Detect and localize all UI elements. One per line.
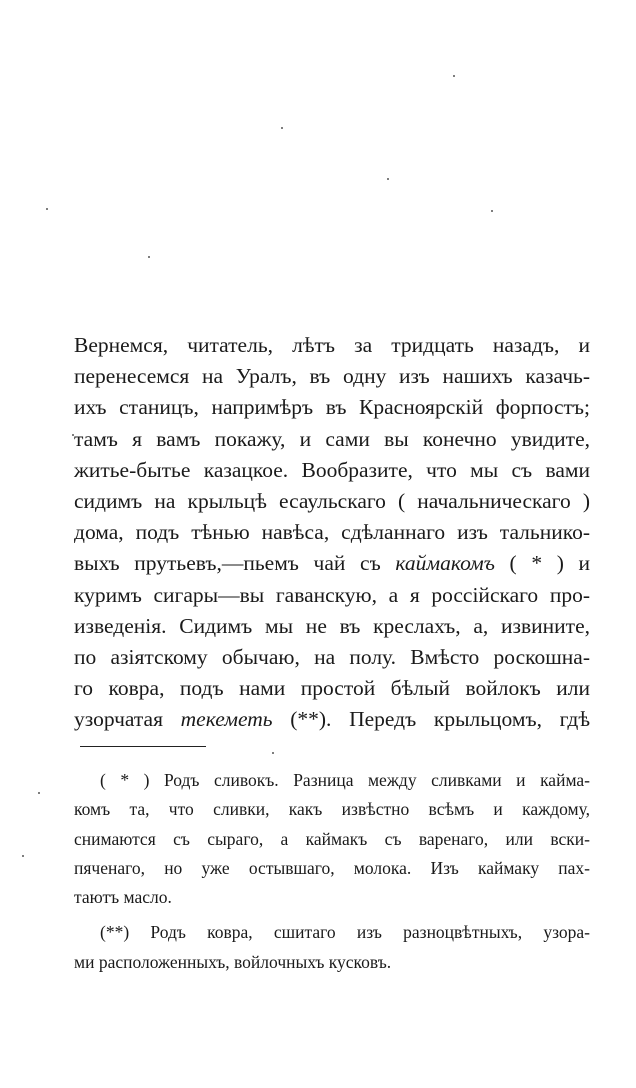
text-line-with-italic xyxy=(74,704,590,735)
scan-speck xyxy=(491,210,493,212)
italic-term-kaimak: каймакомъ xyxy=(395,551,495,576)
scan-speck xyxy=(22,855,24,857)
footnote-line: комъ та, что сливки, какъ извѣстно всѣмъ и каждому, xyxy=(74,799,590,820)
text-segment: узорчатая xyxy=(74,707,163,732)
footnote-1 xyxy=(74,766,590,912)
footnote-line: снимаются съ сыраго, а каймакъ съ варенаго, или вски- xyxy=(74,828,590,849)
text-line: дома, подъ тѣнью навѣса, сдѣланнаго изъ тальнико- xyxy=(74,520,590,545)
scan-speck xyxy=(272,752,274,754)
scan-speck xyxy=(387,178,389,180)
scan-speck xyxy=(281,127,283,129)
footnote-2 xyxy=(74,918,590,977)
text-line: Вернемся, читатель, лѣтъ за тридцать назадъ, и xyxy=(74,333,590,357)
text-line: перенесемся на Уралъ, въ одну изъ нашихъ казачь- xyxy=(74,364,590,389)
footnote-line: ми расположенныхъ, войлочныхъ кусковъ. xyxy=(74,951,392,972)
footnotes xyxy=(74,766,590,977)
text-line: сидимъ на крыльцѣ есаульскаго ( начальническаго ) xyxy=(74,489,590,514)
scan-speck xyxy=(38,792,40,794)
text-line: тамъ я вамъ покажу, и сами вы конечно увидите, xyxy=(74,426,590,451)
scan-speck xyxy=(72,434,74,436)
scan-speck xyxy=(148,256,150,258)
text-line-with-italic xyxy=(74,548,590,579)
footnote-ref-2: (**). Передъ крыльцомъ, гдѣ xyxy=(290,707,591,732)
italic-term-tekemet: текеметь xyxy=(180,707,273,732)
footnote-line: таютъ масло. xyxy=(74,887,172,908)
text-line: куримъ сигары—вы гаванскую, а я россійскаго про- xyxy=(74,582,590,607)
footnote-line: ( * ) Родъ сливокъ. Разница между сливками и кайма- xyxy=(100,770,590,790)
main-text xyxy=(74,330,590,736)
text-line: по азіятскому обычаю, на полу. Вмѣсто роскошна- xyxy=(74,645,590,670)
text-line: ихъ станицъ, напримѣръ въ Красноярскій форпостъ; xyxy=(74,395,590,420)
text-line: житье-бытье казацкое. Вообразите, что мы съ вами xyxy=(74,457,590,482)
text-segment: выхъ прутьевъ,—пьемъ чай съ xyxy=(74,551,381,576)
footnote-ref-1: ( * ) и xyxy=(509,551,591,576)
footnote-line: пяченаго, но уже остывшаго, молока. Изъ каймаку пах- xyxy=(74,857,590,878)
text-line: го ковра, подъ нами простой бѣлый войлокъ или xyxy=(74,676,590,701)
scan-speck xyxy=(46,208,48,210)
text-line: изведенія. Сидимъ мы не въ креслахъ, а, извините, xyxy=(74,613,590,638)
footnote-line: (**) Родъ ковра, сшитаго изъ разноцвѣтныхъ, узора- xyxy=(100,922,590,943)
footnote-divider xyxy=(80,746,206,747)
scan-speck xyxy=(453,75,455,77)
